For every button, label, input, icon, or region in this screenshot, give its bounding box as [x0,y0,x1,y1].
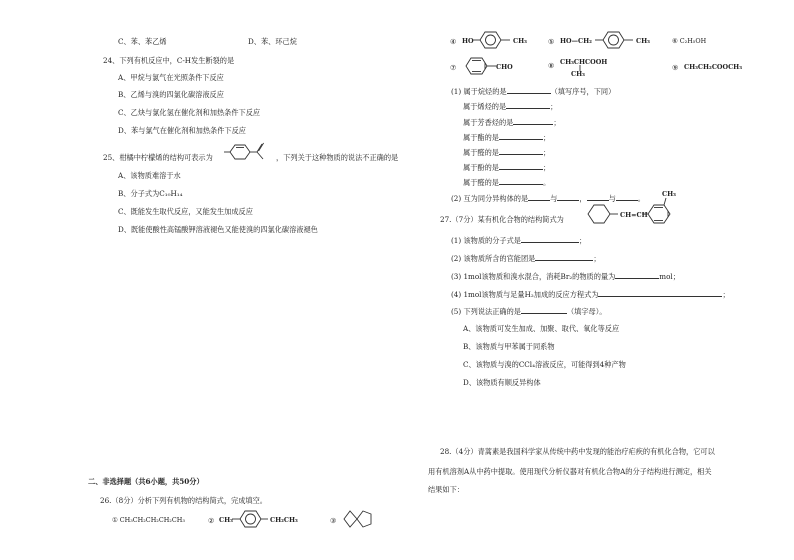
answer-blank[interactable] [528,193,550,201]
compound-9: CH₃CH₂COOCH₃ [684,63,742,71]
compound-5-left-group: HO—CH₂ [560,37,592,45]
q27-stem: 27.（7分）某有机化合物的结构简式为 [440,215,564,224]
q26-isomers: (2) 互为同分异构体的是 与 ， 与 。 [451,194,645,203]
compound-7-number: ⑦ [450,63,457,72]
q27-methyl-group: CH₃ [662,190,676,198]
q24-option-d: D、苯与氯气在催化剂和加热条件下反应 [118,126,246,135]
section-title: 二、非选择题（共6小题，共50分） [88,477,204,486]
q28-line-2: 用有机溶剂A从中药中提取。使用现代分析仪器对有机化合物A的分子结构进行测定，相关 [428,467,712,476]
answer-blank[interactable] [499,162,543,170]
answer-blank[interactable] [499,177,543,185]
benzene-ring-icon [472,30,516,50]
answer-blank[interactable] [521,235,579,243]
q28-line-3: 结果如下： [428,485,464,494]
q27-option-b: B、该物质与甲苯属于同系物 [463,342,555,351]
q24-option-a: A、甲烷与氯气在光照条件下反应 [118,73,224,82]
compound-2-right-group: CH₂CH₃ [270,516,298,524]
q27-item-4: (4) 1mol该物质与足量H₂加成的反应方程式为 ； [451,290,730,299]
q25-option-d: D、既能使酸性高锰酸钾溶液褪色又能使溴的四氯化碳溶液褪色 [118,225,318,234]
compound-2-number: ② [208,516,215,525]
q28-line-1: 28.（4分）青蒿素是我国科学家从传统中药中发现的能治疗疟疾的有机化合物，它可以 [440,447,715,456]
compound-1: ① CH₃CH₂CH₂CH₂CH₃ [112,516,185,524]
compound-8-main: CH₃CHCOOH [560,58,608,66]
q26-item-alkane: (1) 属于烷烃的是 （填写序号，下同） [451,87,616,96]
limonene-structure-icon [222,141,278,163]
q26-item-alkene: 属于烯烃的是 ； [463,102,558,111]
q27-item-2: (2) 该物质所含的官能团是 ； [451,254,601,263]
answer-blank[interactable] [499,132,543,140]
q23-option-d: D、苯、环己烷 [248,37,297,46]
q26-item-aldehyde: 属于醛的是 ； [463,148,551,157]
q25-stem-a: 25、柑橘中柠檬烯的结构可表示为 [103,153,213,162]
q27-option-a: A、该物质可发生加成、加聚、取代、氧化等反应 [463,324,620,333]
answer-blank[interactable] [615,271,659,279]
compound-3-number: ③ [330,516,337,525]
q25-option-b: B、分子式为C₁₀H₁₄ [118,189,183,198]
q27-item-5: (5) 下列说法正确的是 （填字母）。 [451,307,607,316]
compound-4-right-group: CH₃ [513,37,527,45]
q23-option-c: C、苯、苯乙烯 [118,37,167,46]
q25-option-a: A、该物质难溶于水 [118,171,181,180]
answer-blank[interactable] [598,289,722,297]
compound-4-left-group: HO [462,37,474,45]
q26-stem: 26.（8分）分析下列有机物的结构简式，完成填空。 [100,496,267,505]
q24-stem: 24、下列有机反应中，C-H发生断裂的是 [103,56,235,65]
compound-8-branch: CH₃ [571,70,585,78]
compound-6: ⑥ C₂H₅OH [672,37,707,45]
compound-2-left-group: CH₃ [219,516,233,524]
answer-blank[interactable] [499,147,543,155]
q27-option-c: C、该物质与溴的CCl₄溶液反应，可能得到4种产物 [463,360,626,369]
q26-item-aldehyde-2: 属于醛的是 。 [463,178,551,187]
q24-option-b: B、乙烯与溴的四氯化碳溶液反应 [118,90,224,99]
compound-4-number: ④ [450,37,457,46]
q25-stem-b: ，下列关于这种物质的说法不正确的是 [276,153,399,162]
answer-blank[interactable] [521,306,567,314]
q26-item-phenol: 属于酚的是 ； [463,163,551,172]
answer-blank[interactable] [535,253,593,261]
q27-vinyl-chain: CH=CH [620,211,648,219]
q27-option-d: D、该物质有顺反异构体 [463,378,541,387]
answer-blank[interactable] [557,193,579,201]
compound-5-right-group: CH₃ [636,37,650,45]
compound-9-number: ⑨ [672,63,679,72]
q26-item-ester: 属于酯的是 ； [463,133,551,142]
q24-option-c: C、乙炔与氯化氢在催化剂和加热条件下反应 [118,108,261,117]
spiro-compound-icon [342,508,374,530]
compound-8-number: ⑧ [548,61,555,70]
answer-blank[interactable] [507,86,551,94]
answer-blank[interactable] [513,117,553,125]
q27-item-1: (1) 该物质的分子式是 ； [451,236,587,245]
benzene-ring-icon [595,30,639,50]
answer-blank[interactable] [506,101,550,109]
q26-item-aromatic: 属于芳香烃的是 ； [463,118,561,127]
q27-item-3: (3) 1mol该物质和溴水混合，消耗Br₂的物质的量为 mol； [451,272,680,281]
compound-7-right-group: CHO [496,63,513,71]
benzene-ring-icon [232,509,274,529]
q25-option-c: C、既能发生取代反应，又能发生加成反应 [118,207,253,216]
compound-5-number: ⑤ [548,37,555,46]
